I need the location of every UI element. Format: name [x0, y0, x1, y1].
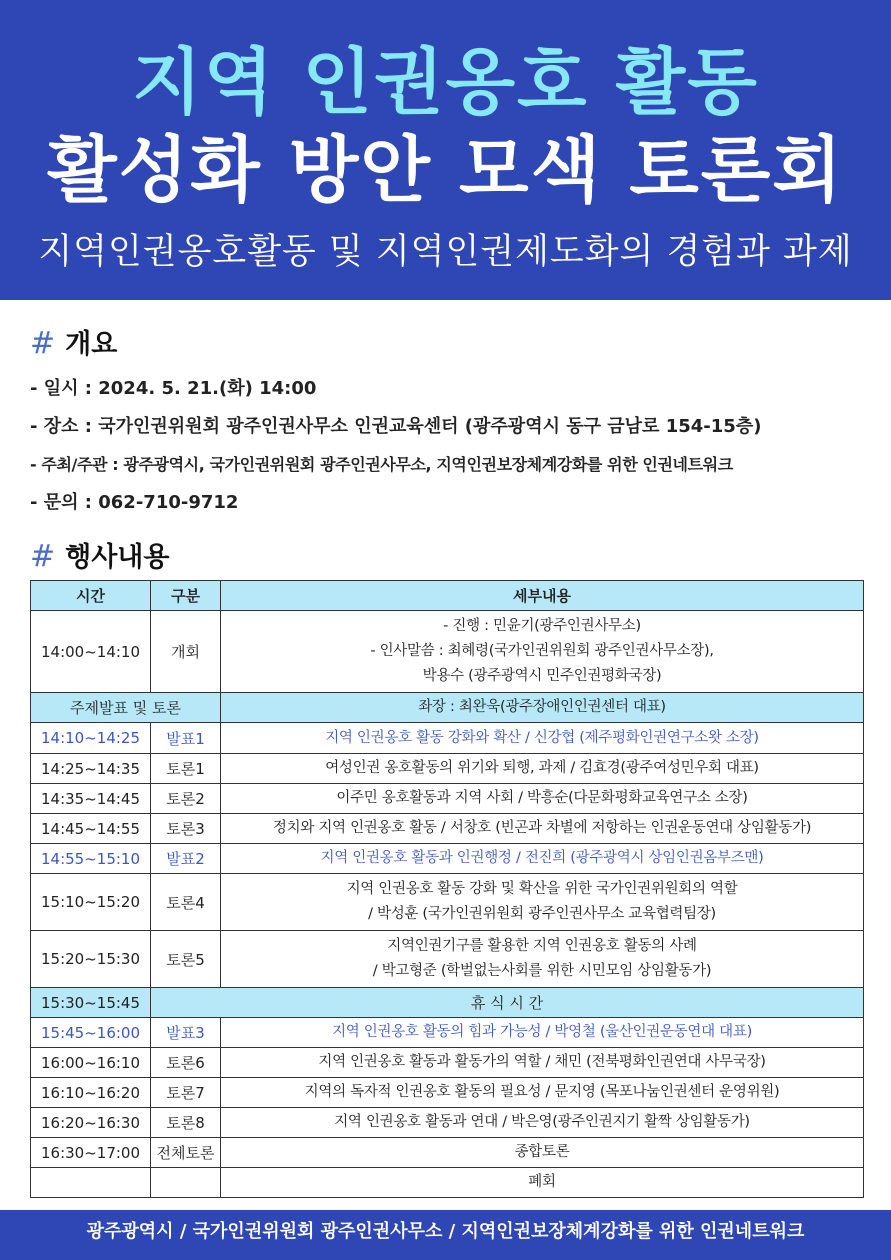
table-row [31, 1018, 864, 1048]
row-type: 발표1 [151, 723, 221, 754]
row-detail: 지역 인권옹호 활동과 활동가의 역할 / 채민 (전북평화인권연대 사무국장) [221, 1048, 864, 1078]
row-time: 16:00~16:10 [31, 1048, 151, 1078]
table-row-break [31, 988, 864, 1018]
session-chair: 좌장 : 최완욱(광주장애인인권센터 대표) [221, 693, 864, 723]
row-detail: 이주민 옹호활동과 지역 사회 / 박흥순(다문화평화교육연구소 소장) [221, 784, 864, 814]
detail-line: 지역 인권옹호 활동 강화 및 확산을 위한 국가인권위원회의 역할 [346, 881, 738, 897]
title-line-2: 활성화 방안 모색 토론회 [47, 128, 844, 212]
row-time: 14:10~14:25 [31, 723, 151, 754]
row-type: 발표2 [151, 844, 221, 874]
detail-line: 박용수 (광주광역시 민주인권평화국장) [422, 668, 662, 684]
row-time: 16:30~17:00 [31, 1138, 151, 1168]
overview-venue: - 장소 : 국가인권위원회 광주인권사무소 인권교육센터 (광주광역시 동구 금남로 154-15층) [30, 416, 762, 437]
row-detail: 종합토론 [221, 1138, 864, 1168]
row-detail: 여성인권 옹호활동의 위기와 퇴행, 과제 / 김효경(광주여성민우회 대표) [221, 754, 864, 784]
program-heading-label: 행사내용 [65, 542, 170, 573]
table-row [31, 1078, 864, 1108]
row-detail [221, 611, 864, 693]
program-heading [30, 535, 169, 574]
table-row [31, 1108, 864, 1138]
table-row-closing [31, 1168, 864, 1198]
row-time: 14:55~15:10 [31, 844, 151, 874]
row-detail: 지역 인권옹호 활동과 연대 / 박은영(광주인권지기 활짝 상임활동가) [221, 1108, 864, 1138]
row-detail: 지역의 독자적 인권옹호 활동의 필요성 / 문지영 (목포나눔인권센터 운영위원) [221, 1078, 864, 1108]
row-detail: 지역 인권옹호 활동의 힘과 가능성 / 박영철 (울산인권운동연대 대표) [221, 1018, 864, 1048]
hash-icon: # [30, 326, 56, 361]
row-time [31, 1168, 151, 1198]
row-time: 15:10~15:20 [31, 874, 151, 931]
table-row [31, 754, 864, 784]
row-type: 토론1 [151, 754, 221, 784]
column-header-time: 시간 [31, 581, 151, 611]
row-type: 토론5 [151, 931, 221, 988]
overview-host: - 주최/주관 : 광주광역시, 국가인권위원회 광주인권사무소, 지역인권보장체계강화를 위한 인권네트워크 [30, 455, 733, 474]
row-time: 16:20~16:30 [31, 1108, 151, 1138]
row-detail [221, 874, 864, 931]
overview-contact: - 문의 : 062-710-9712 [30, 492, 239, 513]
detail-line: / 박고형준 (학벌없는사회를 위한 시민모임 상임활동가) [372, 963, 712, 979]
overview-list [30, 372, 880, 524]
row-type: 토론2 [151, 784, 221, 814]
header-banner [0, 0, 891, 300]
detail-line: 지역인권기구를 활용한 지역 인권옹호 활동의 사례 [387, 938, 697, 954]
row-type [151, 1168, 221, 1198]
table-row [31, 844, 864, 874]
footer-banner: 광주광역시 / 국가인권위원회 광주인권사무소 / 지역인권보장체계강화를 위한 인권네트워크 [0, 1210, 891, 1260]
break-label: 휴 식 시 간 [151, 988, 864, 1018]
row-detail: 폐회 [221, 1168, 864, 1198]
column-header-type: 구분 [151, 581, 221, 611]
row-detail: 지역 인권옹호 활동과 인권행정 / 전진희 (광주광역시 상임인권옴부즈맨) [221, 844, 864, 874]
table-row [31, 723, 864, 754]
subtitle: 지역인권옹호활동 및 지역인권제도화의 경험과 과제 [38, 232, 853, 272]
overview-heading [30, 322, 117, 361]
row-detail [221, 931, 864, 988]
table-row [31, 931, 864, 988]
row-type: 개회 [151, 611, 221, 693]
table-row [31, 1138, 864, 1168]
table-row-opening [31, 611, 864, 693]
row-time: 14:00~14:10 [31, 611, 151, 693]
session-label: 주제발표 및 토론 [31, 693, 221, 723]
detail-line: - 진행 : 민윤기(광주인권사무소) [443, 618, 641, 634]
row-time: 15:30~15:45 [31, 988, 151, 1018]
row-type: 발표3 [151, 1018, 221, 1048]
table-header-row [31, 581, 864, 611]
row-type: 토론4 [151, 874, 221, 931]
row-type: 전체토론 [151, 1138, 221, 1168]
row-type: 토론7 [151, 1078, 221, 1108]
row-detail: 지역 인권옹호 활동 강화와 확산 / 신강협 (제주평화인권연구소왓 소장) [221, 723, 864, 754]
row-time: 14:35~14:45 [31, 784, 151, 814]
table-row [31, 1048, 864, 1078]
row-type: 토론6 [151, 1048, 221, 1078]
overview-heading-label: 개요 [65, 329, 118, 360]
program-table [30, 580, 864, 1198]
row-detail: 정치와 지역 인권옹호 활동 / 서창호 (빈곤과 차별에 저항하는 인권운동연대 상임활동가) [221, 814, 864, 844]
hash-icon: # [30, 539, 56, 574]
table-row [31, 814, 864, 844]
table-row [31, 784, 864, 814]
row-type: 토론3 [151, 814, 221, 844]
row-type: 토론8 [151, 1108, 221, 1138]
table-row-session-header [31, 693, 864, 723]
row-time: 14:25~14:35 [31, 754, 151, 784]
row-time: 15:20~15:30 [31, 931, 151, 988]
row-time: 14:45~14:55 [31, 814, 151, 844]
table-row [31, 874, 864, 931]
detail-line: - 인사말씀 : 최혜령(국가인권위원회 광주인권사무소장), [370, 643, 714, 659]
row-time: 16:10~16:20 [31, 1078, 151, 1108]
overview-date: - 일시 : 2024. 5. 21.(화) 14:00 [30, 378, 317, 399]
detail-line: / 박성훈 (국가인권위원회 광주인권사무소 교육협력팀장) [368, 906, 716, 922]
row-time: 15:45~16:00 [31, 1018, 151, 1048]
title-line-1: 지역 인권옹호 활동 [132, 40, 759, 124]
column-header-detail: 세부내용 [221, 581, 864, 611]
